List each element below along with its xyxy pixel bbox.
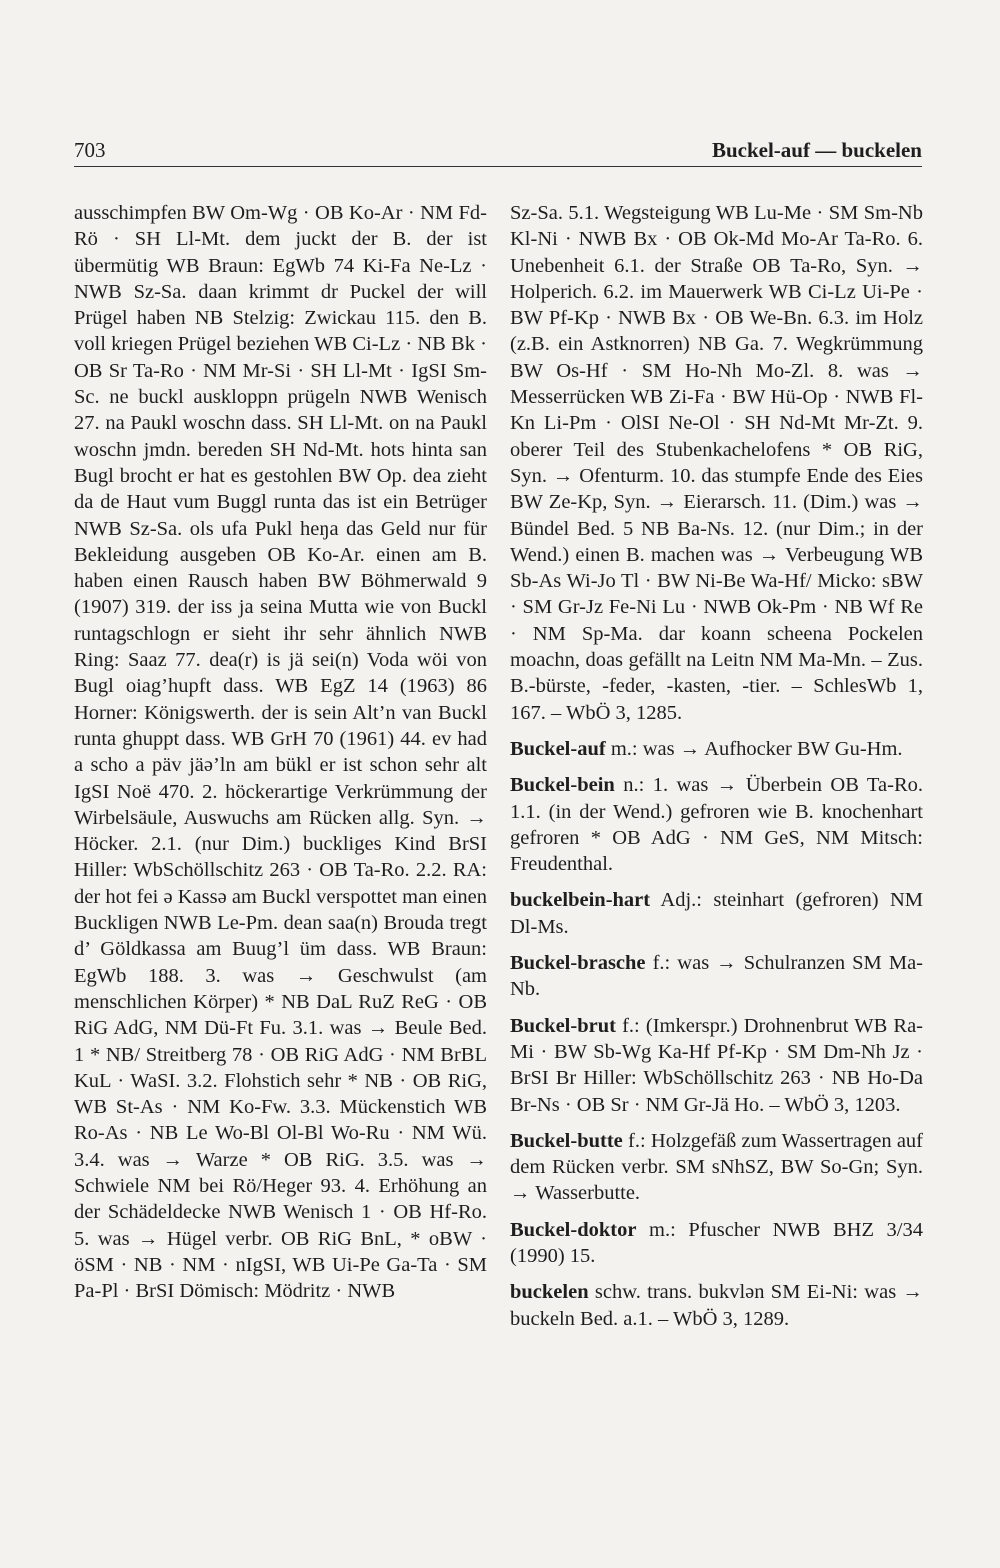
entry-lemma: Buckel-bein <box>510 774 615 797</box>
entry-lemma: Buckel-doktor <box>510 1218 637 1241</box>
entry-body: Adj.: steinhart (gefroren) NM Dl-Ms. <box>510 889 923 938</box>
entry-lemma: buckelen <box>510 1281 589 1304</box>
entry-lemma: Buckel-auf <box>510 737 606 760</box>
dictionary-entry <box>510 1128 923 1207</box>
dictionary-entry <box>510 950 923 1003</box>
dictionary-entry <box>510 772 923 877</box>
page-number: 703 <box>74 138 106 162</box>
page-header <box>74 138 922 167</box>
entry-body: f.: Holzgefäß zum Wassertragen auf dem Rücken verbr. SM sNhSZ, BW So-Gn; Syn. → Wasserbutte. <box>510 1129 924 1205</box>
entry-continuation: ausschimpfen BW Om-Wg · OB Ko-Ar · NM Fd-Rö · SH Ll-Mt. dem juckt der B. der ist übermütig WB Braun: EgWb 74 Ki-Fa Ne-Lz · NWB Sz-Sa. daan krimmt dr Puckel der will Prügel haben NB Stelzig: Zwickau 115. den B. voll kriegen Prügel beziehen WB Ci-Lz · NB Bk · OB Sr Ta-Ro · NM Mr-Si · SH Ll-Mt · IgSI Sm-Sc. ne buckl auskloppn prügeln NWB Wenisch 27. na Paukl woschn dass. SH Ll-Mt. on na Paukl woschn jmdn. bereden SH Nd-Mt. hots hinta san Bugl brocht er hat es gestohlen BW Op. dea zieht da de Haut vum Buggl runta das ist ein Betrüger NWB Sz-Sa. ols ufa Pukl heŋa das Geld nur für Bekleidung ausgeben OB Ko-Ar. einen am B. haben einen Rausch haben BW Böhmerwald 9 (1907) 319. der iss ja seina Mutta wie von Buckl runtagschlogn er sieht ihr sehr ähnlich NWB Ring: Saaz 77. dea(r) is jä sei(n) Voda wöi von Bugl oiag’hupft dass. WB EgZ 14 (1963) 86 Horner: Königswerth. der is sein Alt’n van Buckl runta ghuppt dass. WB GrH 70 (1961) 44. ev had a scho a päv jäə’ln am bükl er ist schon sehr alt IgSI Noë 470. 2. höckerartige Verkrümmung der Wirbelsäule, Auswuchs am Rücken allg. Syn. → Höcker. 2.1. (nur Dim.) buckliges Kind BrSI Hiller: WbSchöllschitz 263 · OB Ta-Ro. 2.2. RA: der hot fei ə Kassə am Buckl verspottet man einen Buckligen NWB Le-Pm. dean saa(n) Brouda tregt d’ Göldkassa am Buug’l üm dass. WB Braun: EgWb 188. 3. was → Geschwulst (am menschlichen Körper) * NB DaL RuZ ReG · OB RiG AdG, NM Dü-Ft Fu. 3.1. was → Beule Bed. 1 * NB/ Streitberg 78 · OB RiG AdG · NM BrBL KuL · WaSI. 3.2. Flohstich sehr * NB · OB RiG, WB St-As · NM Ko-Fw. 3.3. Mückenstich WB Ro-As · NB Le Wo-Bl Ol-Bl Wo-Ru · NM Wü. 3.4. was → Warze * OB RiG. 3.5. was → Schwiele NM bei Rö/Heger 93. 4. Erhöhung an der Schädeldecke NWB Wenisch 1 · OB Hf-Ro. 5. was → Hügel verbr. OB RiG BnL, * oBW · öSM · NB · NM · nIgSI, WB Ui-Pe Ga-Ta · SM Pa-Pl · BrSI Dömisch: Mödritz · NWB <box>74 202 487 1303</box>
entry-lemma: Buckel-brut <box>510 1014 616 1037</box>
dictionary-entry <box>510 1013 923 1118</box>
entry-body: schw. trans. bukvlən SM Ei-Ni: was → buckeln Bed. a.1. – WbÖ 3, 1289. <box>510 1281 923 1330</box>
entry-continuation: Sz-Sa. 5.1. Wegsteigung WB Lu-Me · SM Sm-Nb Kl-Ni · NWB Bx · OB Ok-Md Mo-Ar Ta-Ro. 6. Unebenheit 6.1. der Straße OB Ta-Ro, Syn. → Holperich. 6.2. im Mauerwerk WB Ci-Lz Ui-Pe · BW Pf-Kp · NWB Bx · OB We-Bn. 6.3. im Holz (z.B. ein Astknorren) NB Ga. 7. Wegkrümmung BW Os-Hf · SM Ho-Nh Mo-Zl. 8. was → Messerrücken WB Zi-Fa · BW Hü-Op · NWB Fl-Kn Li-Pm · OlSI Ne-Ol · SH Nd-Mt Mr-Zt. 9. oberer Teil des Stubenkachelofens * OB RiG, Syn. → Ofenturm. 10. das stumpfe Ende des Eies BW Ze-Kp, Syn. → Eierarsch. 11. (Dim.) was → Bündel Bed. 5 NB Ba-Ns. 12. (nur Dim.; in der Wend.) einen B. machen was → Verbeugung WB Sb-As Wi-Jo Tl · BW Ni-Be Wa-Hf/ Micko: sBW · SM Gr-Jz Fe-Ni Lu · NWB Ok-Pm · NB Wf Re · NM Sp-Ma. dar koann scheena Pockelen moachn, doas gefällt na Leitn NM Ma-Mn. – Zus. B.-bürste, -feder, -kasten, -tier. – SchlesWb 1, 167. – WbÖ 3, 1285. <box>510 202 923 724</box>
entry-lemma: buckelbein-hart <box>510 889 651 912</box>
running-head: Buckel-auf — buckelen <box>711 138 922 162</box>
entry-body: m.: Pfuscher NWB BHZ 3/34 (1990) 15. <box>510 1218 923 1267</box>
entry-body: m.: was → Aufhocker BW Gu-Hm. <box>610 737 903 760</box>
entry-lemma: Buckel-butte <box>510 1129 623 1152</box>
dictionary-entry <box>510 1279 923 1332</box>
entry-body: n.: 1. was → Überbein OB Ta-Ro. 1.1. (in der Wend.) gefroren wie B. knochenhart gefroren * OB AdG · NM GeS, NM Mitsch: Freudenthal. <box>510 774 923 876</box>
right-column <box>510 200 923 1332</box>
entry-lemma: Buckel-brasche <box>510 952 646 975</box>
entry-body: f.: (Imkerspr.) Drohnenbrut WB Ra-Mi · BW Sb-Wg Ka-Hf Pf-Kp · SM Dm-Nh Jz · BrSI Br Hiller: WbSchöllschitz 263 · NB Ho-Da Br-Ns · OB Sr · NM Gr-Jä Ho. – WbÖ 3, 1203. <box>510 1014 923 1116</box>
dictionary-entry <box>510 887 923 940</box>
left-column <box>74 200 487 1304</box>
dictionary-entry <box>510 736 923 762</box>
dictionary-entry <box>510 1217 923 1270</box>
entry-body: f.: was → Schulranzen SM Ma-Nb. <box>510 952 923 1001</box>
